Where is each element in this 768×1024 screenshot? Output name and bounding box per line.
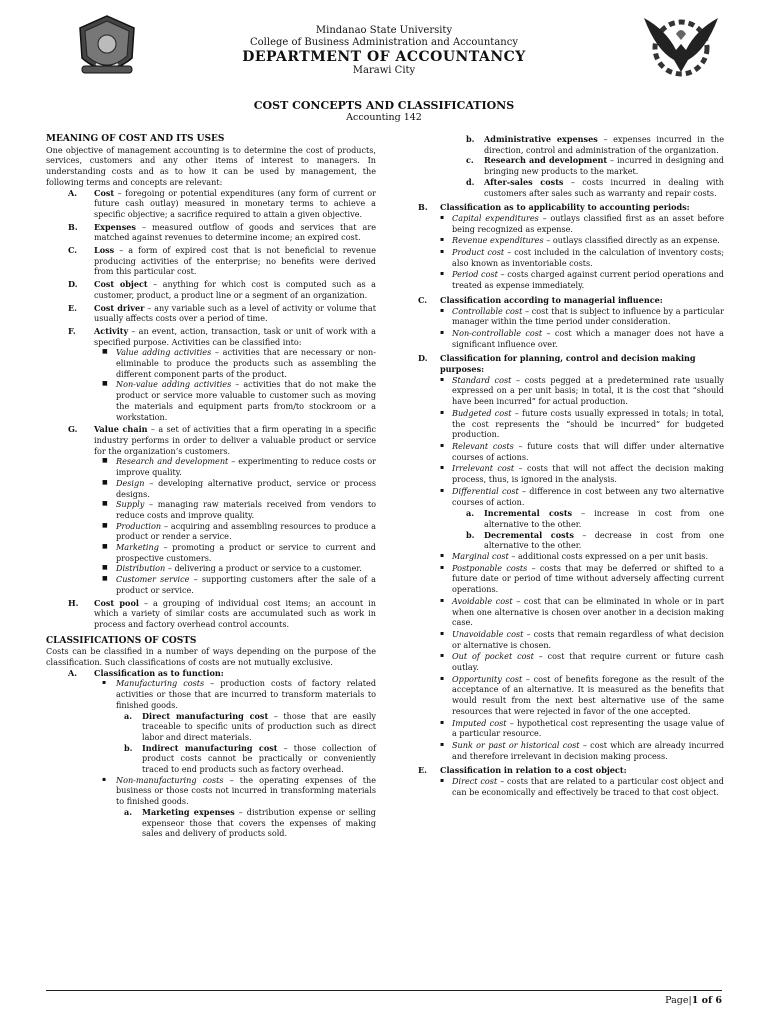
term: Research and development: [116, 456, 229, 467]
term: Incremental costs: [484, 508, 573, 519]
paragraph: Costs can be classified in a number of ways depending on the purpose of the classification. Such classifications of costs are not mutually exclusive.: [46, 646, 376, 668]
sub-item: ■ Customer service – supporting customers after the sale of a product or service.: [102, 574, 376, 595]
sub-item: ■ Non-value adding activities – activities that do not make the product or service more valuable to customer such as moving the materials and equipment parts from/to stockroom or a workstation.: [102, 379, 376, 422]
classification-heading: C. Classification according to managerial influence:: [418, 294, 663, 305]
bullet-item: ▪ Avoidable cost – cost that can be eliminated in whole or in part when one alternative is chosen over another in a decision making case.: [440, 595, 724, 628]
bullet-item: ▪ Product cost – cost included in the calculation of inventory costs; also known as inventoriable costs.: [440, 247, 724, 268]
definition: – difference in cost between any two alternative courses of action.: [452, 485, 724, 507]
bullet-item: ▪ Controllable cost – cost that is subject to influence by a particular manager within the time period under consideration.: [440, 305, 724, 327]
term: Standard cost: [452, 374, 512, 385]
list-item: A. Cost – foregoing or potential expenditures (any form of current or future cash outlay) measured in monetary terms to achieve a specific objective; a sacrifice required to attain a given objective.: [68, 187, 376, 219]
definition: – costs that may be deferred or shifted to a future date or period of time without adversely affecting current operations.: [452, 562, 724, 595]
term: Indirect manufacturing cost: [142, 742, 278, 753]
bullet-item: ▪ Sunk or past or historical cost – cost which are already incurred and therefore irrelevant in decision making process.: [440, 739, 724, 761]
sub-item: ■ Value adding activities – activities that are necessary or non-eliminable to produce the products such as assembling the different component parts of the product.: [102, 347, 377, 379]
sub-sub-item: c. Research and development – incurred in designing and bringing new products to the market.: [466, 155, 724, 177]
term: Budgeted cost: [452, 407, 512, 418]
sub-item: ▪ Non-manufacturing costs – the operating expenses of the business or those costs not incurred in transforming materials to finished goods.: [102, 774, 376, 807]
definition: – supporting customers after the sale of a product or service.: [116, 574, 376, 595]
definition: – managing raw materials received from vendors to reduce costs and improve quality.: [116, 499, 376, 520]
term: Supply: [116, 499, 145, 510]
document-title-block: [0, 99, 768, 124]
definition: – distribution expense or selling expenseor those that covers the expenses of making sales and delivery of products sold.: [142, 806, 376, 839]
sub-sub-item: a. Direct manufacturing cost – those that are easily traceable to specific units of production such as direct labor and direct materials.: [124, 710, 376, 742]
heading-text: Classification in relation to a cost object:: [440, 765, 627, 776]
term: Decremental costs: [484, 529, 574, 540]
definition: – a grouping of individual cost items; an account in which a variety of similar costs are accumulated such as work in process and factory overhead control accounts.: [94, 597, 376, 629]
term: Sunk or past or historical cost: [452, 739, 580, 750]
definition: – costs that remain regardless of what decision or alternative is chosen.: [452, 628, 724, 650]
page-separator: of: [698, 995, 716, 1006]
definition: – activities that are necessary or non-eliminable to produce the products such as assembling the different component parts of the product.: [116, 347, 377, 379]
bullet-item: ▪ Imputed cost – hypothetical cost representing the usage value of a particular resource.: [440, 717, 724, 739]
definition: – a form of expired cost that is not beneficial to revenue producing activities of the enterprise; no benefits were derived from this particular cost.: [94, 245, 376, 277]
list-item: C. Loss – a form of expired cost that is not beneficial to revenue producing activities of the enterprise; no benefits were derived from this particular cost.: [68, 245, 376, 277]
term: Opportunity cost: [452, 673, 523, 684]
term: Administrative expenses: [484, 134, 598, 144]
term: Differential cost: [452, 485, 519, 496]
list-item: G. Value chain – a set of activities that a firm operating in a specific industry performs in order to deliver a valuable product or service for the organization’s customers. ■ Research and development – experimenting to reduce costs or improve quality. ■ Design – developing alternative product, service or process designs. ■ Supply – managing raw materials received from vendors to reduce costs and improve quality. ■ Production – acquiring and assembling resources to produce a product or render a service. ■ Marketing – promoting a product or service to current and prospective customers. ■ Distribution – delivering a product or service to a customer. ■ Customer service – supporting customers after the sale of a product or service.: [68, 424, 376, 595]
term: Customer service: [116, 574, 190, 585]
term: Revenue expenditures: [452, 235, 544, 246]
section-heading: MEANING OF COST AND ITS USES: [46, 134, 225, 144]
term: Design: [116, 477, 145, 488]
classification-heading: Classification as to function:: [94, 667, 224, 678]
term: Relevant costs: [452, 440, 514, 451]
term: Avoidable cost: [452, 595, 513, 606]
total-pages: 6: [715, 995, 722, 1006]
definition: – outlays classified directly as an expense.: [543, 235, 720, 246]
page-number: [665, 996, 722, 1007]
definition: – an event, action, transaction, task or unit of work with a specified purpose. Activities can be classified into:: [94, 325, 376, 347]
bullet-item: ▪ Revenue expenditures – outlays classified directly as an expense.: [440, 235, 720, 246]
term: Controllable cost: [452, 305, 523, 316]
sub-item: ■ Marketing – promoting a product or service to current and prospective customers.: [102, 542, 376, 563]
definition: – outlays classified first as an asset before being recognized as expense.: [452, 212, 724, 234]
term: Value adding activities: [116, 347, 212, 358]
sub-sub-item: b. Indirect manufacturing cost – those collection of product costs cannot be practically or conveniently traced to end products such as factory overhead.: [124, 742, 376, 775]
definition: – anything for which cost is computed such as a customer, product, a product line or a segment of an organization.: [94, 279, 376, 300]
definition: – cost that is subject to influence by a particular manager within the time period under consideration.: [452, 305, 724, 327]
list-item: B. Expenses – measured outflow of goods and services that are matched against revenues to determine income; an expired cost.: [68, 221, 376, 243]
definition: – costs incurred in dealing with customers after sales such as warranty and repair costs.: [484, 176, 724, 198]
bullet-item: ▪ Direct cost – costs that are related to a particular cost object and can be economically and effectively be traced to that cost object.: [440, 776, 724, 797]
sub-sub-item: b. Decremental costs – decrease in cost from one alternative to the other.: [466, 529, 724, 551]
page-prefix: Page|: [665, 995, 692, 1006]
sub-item: ■ Production – acquiring and assembling resources to produce a product or render a service.: [102, 520, 376, 542]
term: Expenses: [94, 221, 136, 232]
department-name: DEPARTMENT OF ACCOUNTANCY: [242, 49, 526, 65]
term: Period cost: [452, 269, 498, 280]
sub-item: ■ Research and development – experimenting to reduce costs or improve quality.: [102, 456, 376, 478]
term: Unavoidable cost: [452, 628, 524, 639]
bullet-item: ▪ Capital expenditures – outlays classified first as an asset before being recognized as expense.: [440, 212, 724, 234]
bullet-item: ▪ Opportunity cost – cost of benefits foregone as the result of the acceptance of an alternative. It is measured as the benefits that would result from the next best alternative use of the same resources that were rejected in favor of the one accepted.: [440, 673, 725, 716]
list-item: H. Cost pool – a grouping of individual cost items; an account in which a variety of similar costs are accumulated such as work in process and factory overhead control accounts.: [68, 597, 376, 629]
definition: – expenses incurred in the direction, control and administration of the organization.: [484, 134, 724, 155]
sub-sub-item: b. Administrative expenses – expenses incurred in the direction, control and administration of the organization.: [466, 134, 724, 155]
definition: – costs that will not affect the decision making process, thus, is ignored in the analysis.: [452, 463, 724, 485]
bullet-item: ▪ Non-controllable cost – cost which a manager does not have a significant influence over.: [440, 327, 724, 349]
definition: – costs pegged at a predetermined rate usually expressed on a per unit basis; in total, it is the cost that “should have been incurred” for actual production.: [452, 374, 724, 407]
bullet-item: ▪ Differential cost – difference in cost between any two alternative courses of action.: [440, 485, 724, 507]
term: Research and development: [484, 155, 608, 166]
city-name: Marawi City: [352, 65, 416, 76]
definition: – cost that require current or future cash outlay.: [452, 651, 724, 673]
heading-text: Classification according to managerial influence:: [440, 294, 663, 305]
definition: – cost of benefits foregone as the result of the acceptance of an alternative. It is measured as the benefits that would result from the next best alternative use of the same resources that were rejected in favor of the one accepted.: [452, 673, 725, 716]
term: Value chain: [94, 424, 148, 435]
term: Direct cost: [452, 776, 498, 787]
definition: – developing alternative product, service or process designs.: [116, 477, 376, 499]
definition: – production costs of factory related activities or those that are incurred to transform materials to finished goods.: [116, 678, 377, 710]
definition: – cost which are already incurred and therefore irrelevant in decision making process.: [452, 739, 724, 761]
term: Irrelevant cost: [452, 463, 515, 474]
sub-item: ▪ Manufacturing costs – production costs of factory related activities or those that are incurred to transform materials to finished goods.: [102, 678, 377, 710]
term: Production: [116, 520, 162, 531]
definition: – any variable such as a level of activity or volume that usually affects costs over a period of time.: [94, 302, 376, 324]
term: Cost object: [94, 279, 148, 290]
letterhead: [0, 25, 768, 77]
definition: – cost included in the calculation of inventory costs; also known as inventoriable costs.: [452, 247, 724, 268]
current-page: 1: [691, 995, 699, 1006]
footer-divider: [46, 990, 722, 991]
definition: – the operating expenses of the business or those costs not incurred in transforming materials to finished goods.: [116, 774, 376, 807]
bullet-item: ▪ Standard cost – costs pegged at a predetermined rate usually expressed on a per unit basis; in total, it is the cost that “should have been incurred” for actual production.: [440, 374, 724, 407]
heading-text: Classification as to applicability to accounting periods:: [440, 202, 690, 213]
term: After-sales costs: [484, 176, 564, 187]
term: Product cost: [452, 247, 505, 258]
term: Marketing: [116, 542, 159, 553]
definition: – increase in cost from one alternative to the other.: [484, 508, 724, 529]
term: Non-controllable cost: [452, 327, 543, 338]
bullet-item: ▪ Marginal cost – additional costs expressed on a per unit basis.: [440, 551, 709, 562]
sub-item: ■ Supply – managing raw materials received from vendors to reduce costs and improve quality.: [102, 499, 376, 520]
term: Marketing expenses: [142, 806, 235, 817]
term: Activity: [94, 325, 129, 336]
term: Loss: [94, 245, 115, 256]
sub-item: ■ Distribution – delivering a product or service to a customer.: [102, 563, 362, 574]
list-item: E. Cost driver – any variable such as a level of activity or volume that usually affects costs over a period of time.: [68, 302, 376, 324]
heading-text: Classification for planning, control and decision making purposes:: [440, 353, 696, 375]
document-subtitle: Accounting 142: [346, 112, 422, 123]
list-item: A. Classification as to function: ▪ Manufacturing costs – production costs of factory related activities or those that are incurred to transform materials to finished goods. a. Direct manufacturing cost – those that are easily traceable to specific units of production such as direct labor and direct materials. b. Indirect manufacturing cost – those collection of product costs cannot be practically or conveniently traced to end products such as factory overhead. ▪ Non-manufacturing costs – the operating expenses of the business or those costs not incurred in transforming materials to finished goods. a. Marketing expenses – distribution expense or selling expenseor those that covers the expenses of making sales and delivery of products sold.: [68, 667, 377, 839]
college-name: College of Business Administration and Accountancy: [250, 37, 518, 48]
term: Cost pool: [94, 597, 139, 608]
term: Direct manufacturing cost: [142, 710, 269, 721]
definition: – those collection of product costs cannot be practically or conveniently traced to end products such as factory overhead.: [142, 742, 376, 775]
term: Non-manufacturing costs: [116, 774, 224, 785]
term: Cost: [94, 187, 115, 198]
right-column: [418, 134, 724, 798]
definition: – activities that do not make the product or service more valuable to customer such as moving the materials and equipment parts from/to stockroom or a workstation.: [116, 379, 376, 422]
bullet-item: ▪ Budgeted cost – future costs usually expressed in totals; in total, the cost represents the “should be incurred” for budgeted production.: [440, 407, 724, 440]
term: Manufacturing costs: [116, 678, 205, 689]
term: Capital expenditures: [452, 212, 539, 223]
term: Cost driver: [94, 302, 145, 313]
section-heading: CLASSIFICATIONS OF COSTS: [46, 635, 197, 646]
definition: – incurred in designing and bringing new products to the market.: [484, 155, 724, 177]
sub-sub-item: d. After-sales costs – costs incurred in dealing with customers after sales such as warranty and repair costs.: [466, 176, 724, 198]
definition: – experimenting to reduce costs or improve quality.: [116, 456, 376, 478]
bullet-item: ▪ Out of pocket cost – cost that require current or future cash outlay.: [440, 651, 724, 673]
definition: – costs charged against current period operations and treated as expense immediately.: [452, 269, 724, 291]
term: Postponable costs: [452, 562, 528, 573]
term: Imputed cost: [452, 717, 507, 728]
term: Marginal cost: [452, 551, 509, 562]
definition: – foregoing or potential expenditures (any form of current or future cash outlay) measured in monetary terms to achieve a specific objective; a sacrifice required to attain a given objective.: [94, 187, 376, 219]
term: Distribution: [116, 563, 166, 574]
definition: – measured outflow of goods and services that are matched against revenues to determine income; an expired cost.: [94, 221, 376, 243]
document-title: COST CONCEPTS AND CLASSIFICATIONS: [253, 99, 515, 112]
definition: – additional costs expressed on a per unit basis.: [508, 551, 709, 562]
bullet-item: ▪ Unavoidable cost – costs that remain regardless of what decision or alternative is chosen.: [440, 628, 724, 650]
bullet-item: ▪ Relevant costs – future costs that will differ under alternative courses of actions.: [440, 440, 724, 462]
left-column: [46, 134, 376, 841]
definition: – those that are easily traceable to specific units of production such as direct labor and direct materials.: [142, 710, 376, 742]
paragraph: One objective of management accounting is to determine the cost of products, services, customers and any other items of interest to managers. In understanding costs and as to how it can be used by management, the following terms and concepts are relevant:: [46, 144, 376, 187]
definition: – cost that can be eliminated in whole or in part when one alternative is chosen over another in a decision making case.: [452, 595, 724, 628]
bullet-item: ▪ Period cost – costs charged against current period operations and treated as expense immediately.: [440, 269, 724, 291]
sub-sub-item: a. Marketing expenses – distribution expense or selling expenseor those that covers the expenses of making sales and delivery of products sold.: [124, 806, 376, 839]
classification-heading: D. Classification for planning, control and decision making purposes:: [418, 353, 696, 375]
definition: – promoting a product or service to current and prospective customers.: [116, 542, 376, 563]
bullet-item: ▪ Postponable costs – costs that may be deferred or shifted to a future date or period of time without adversely affecting current operations.: [440, 562, 724, 595]
sub-item: ■ Design – developing alternative product, service or process designs.: [102, 477, 376, 499]
definition: – a set of activities that a firm operating in a specific industry performs in order to deliver a valuable product or service for the organization’s customers.: [94, 424, 376, 456]
term: Out of pocket cost: [452, 651, 534, 662]
classification-heading: B. Classification as to applicability to accounting periods:: [418, 202, 690, 213]
definition: – costs that are related to a particular cost object and can be economically and effectively be traced to that cost object.: [452, 776, 724, 797]
definition: – future costs that will differ under alternative courses of actions.: [452, 440, 724, 462]
definition: – hypothetical cost representing the usage value of a particular resource.: [452, 717, 724, 739]
definition: – delivering a product or service to a customer.: [165, 563, 362, 574]
sub-sub-item: a. Incremental costs – increase in cost from one alternative to the other.: [466, 508, 724, 529]
list-item: F. Activity – an event, action, transaction, task or unit of work with a specified purpose. Activities can be classified into: ■ Value adding activities – activities that are necessary or non-eliminable to produce the products such as assembling the different component parts of the product. ■ Non-value adding activities – activities that do not make the product or service more valuable to customer such as moving the materials and equipment parts from/to stockroom or a workstation.: [68, 325, 377, 422]
term: Non-value adding activities: [116, 379, 232, 390]
definition: – future costs usually expressed in totals; in total, the cost represents the “should be incurred” for budgeted production.: [452, 407, 724, 440]
classification-heading: E. Classification in relation to a cost object:: [418, 765, 627, 776]
list-item: D. Cost object – anything for which cost is computed such as a customer, product, a product line or a segment of an organization.: [68, 279, 376, 300]
university-name: Mindanao State University: [315, 25, 453, 36]
definition: – acquiring and assembling resources to produce a product or render a service.: [116, 520, 376, 542]
definition: – cost which a manager does not have a significant influence over.: [452, 327, 724, 349]
bullet-item: ▪ Irrelevant cost – costs that will not affect the decision making process, thus, is ignored in the analysis.: [440, 463, 724, 485]
definition: – decrease in cost from one alternative to the other.: [484, 529, 724, 551]
